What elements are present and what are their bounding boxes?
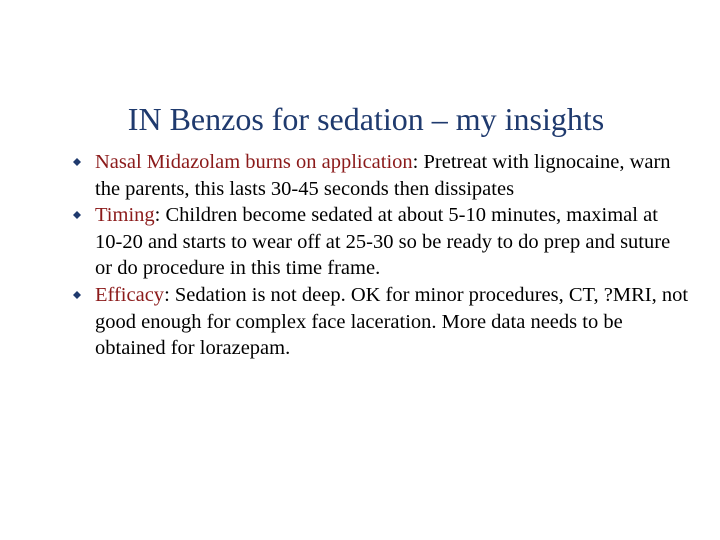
bullet-item-timing <box>70 202 690 282</box>
diamond-bullet-icon <box>73 211 81 219</box>
bullet-item-efficacy <box>70 282 690 362</box>
bullet-key: Timing <box>95 204 155 227</box>
bullet-key: Efficacy <box>95 283 165 306</box>
bullet-key: Nasal Midazolam burns on application <box>95 151 413 173</box>
bullet-separator: : <box>164 283 170 306</box>
bullet-separator: : <box>154 204 161 227</box>
bullet-separator: : <box>412 151 419 173</box>
bullet-text: Pretreat with lignocaine, warn the parents, this lasts 30-45 seconds then dissipates <box>95 151 671 200</box>
bullet-text: Children become sedated at about 5-10 minutes, maximal at 10-20 and starts to wear off at 25-30 so be ready to do prep and suture or do procedure in this time frame. <box>95 204 671 280</box>
diamond-bullet-icon <box>73 291 81 299</box>
bullet-item-nasal-midazolam <box>70 149 690 202</box>
slide-title: IN Benzos for sedation – my insights <box>127 101 605 137</box>
bullet-list <box>70 149 690 362</box>
bullet-text: Sedation is not deep. OK for minor procedures, CT, ?MRI, not good enough for complex face laceration. More data needs to be obtained for lorazepam. <box>95 283 689 360</box>
diamond-bullet-icon <box>73 158 81 166</box>
